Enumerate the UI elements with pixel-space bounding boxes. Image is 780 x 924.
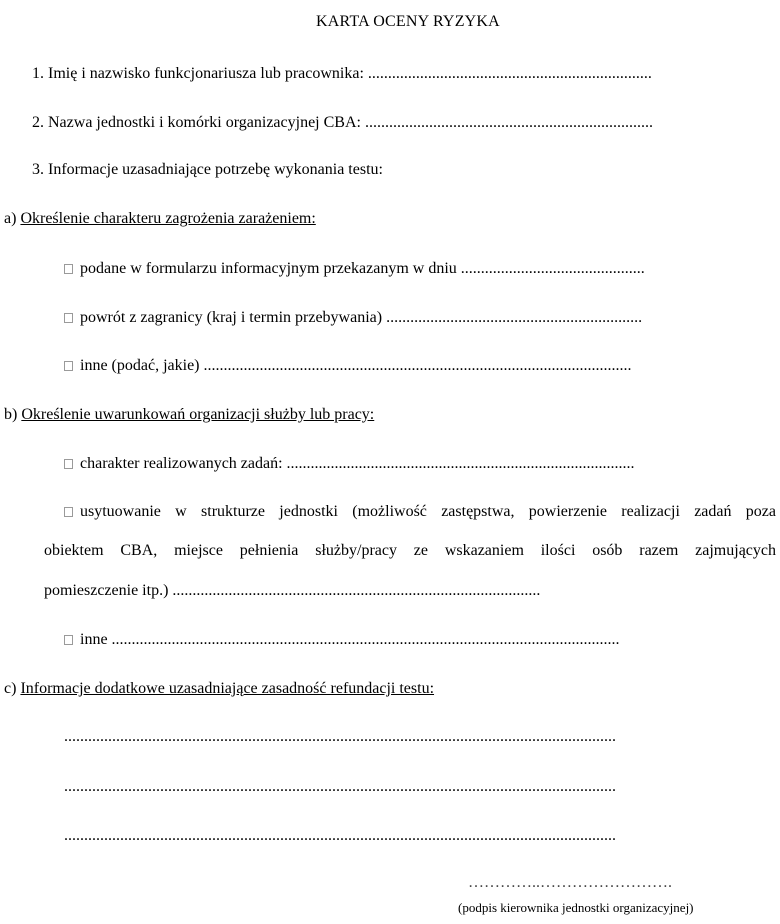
signature-label: (podpis kierownika jednostki organizacyjnej) <box>458 900 694 915</box>
section-b-prefix: b) <box>4 406 22 423</box>
signature-line: …………..……………………. <box>468 874 672 891</box>
item-name-field: 1. Imię i nazwisko funkcjonariusza lub pracownika: ....................................................................... <box>32 65 652 82</box>
section-b-option-structure-line1 <box>64 502 776 522</box>
section-c-heading <box>4 679 434 699</box>
section-c-fill-line: .......................................................................................................................................... <box>64 728 616 745</box>
option-label: charakter realizowanych zadań: ....................................................................................... <box>80 455 635 472</box>
section-a-option-abroad <box>64 308 642 328</box>
option-label: inne (podać, jakie) ........................................................................................................... <box>80 357 632 374</box>
section-c-fill-line: .......................................................................................................................................... <box>64 827 616 844</box>
option-label: powrót z zagranicy (kraj i termin przebywania) ................................................................ <box>80 309 643 326</box>
section-b-option-other <box>64 630 620 650</box>
section-b-heading <box>4 405 374 425</box>
option-label: podane w formularzu informacyjnym przekazanym w dniu .............................................. <box>80 260 645 277</box>
section-b-option-structure-line2: obiektem CBA, miejsce pełnienia służby/pracy ze wskazaniem ilości osób razem zajmujących <box>44 542 776 559</box>
section-b-title: Określenie uwarunkowań organizacji służby lub pracy: <box>21 406 375 423</box>
checkbox-icon[interactable] <box>64 361 73 371</box>
section-b-option-tasks <box>64 454 635 474</box>
section-a-prefix: a) <box>4 210 21 227</box>
checkbox-icon[interactable] <box>64 635 73 645</box>
checkbox-icon[interactable] <box>64 313 73 323</box>
section-a-option-other <box>64 356 632 376</box>
section-c-fill-line: .......................................................................................................................................... <box>64 778 616 795</box>
section-a-heading <box>4 209 316 229</box>
section-a-option-form <box>64 259 645 279</box>
section-c-title: Informacje dodatkowe uzasadniające zasadność refundacji testu: <box>20 680 435 697</box>
item-unit-field: 2. Nazwa jednostki i komórki organizacyjnej CBA: ........................................................................ <box>32 114 653 131</box>
section-a-title: Określenie charakteru zagrożenia zarażeniem: <box>20 210 316 227</box>
checkbox-icon[interactable] <box>64 459 73 469</box>
document-title: KARTA OCENY RYZYKA <box>316 13 500 30</box>
checkbox-icon[interactable] <box>64 507 73 517</box>
option-label: usytuowanie w strukturze jednostki (możliwość zastępstwa, powierzenie realizacji zadań poza <box>80 503 776 520</box>
checkbox-icon[interactable] <box>64 264 73 274</box>
section-b-option-structure-line3: pomieszczenie itp.) ............................................................................................ <box>44 582 541 599</box>
item-justification-heading: 3. Informacje uzasadniające potrzebę wykonania testu: <box>32 161 383 178</box>
section-c-prefix: c) <box>4 680 21 697</box>
option-label: inne ............................................................................................................................... <box>80 631 620 648</box>
